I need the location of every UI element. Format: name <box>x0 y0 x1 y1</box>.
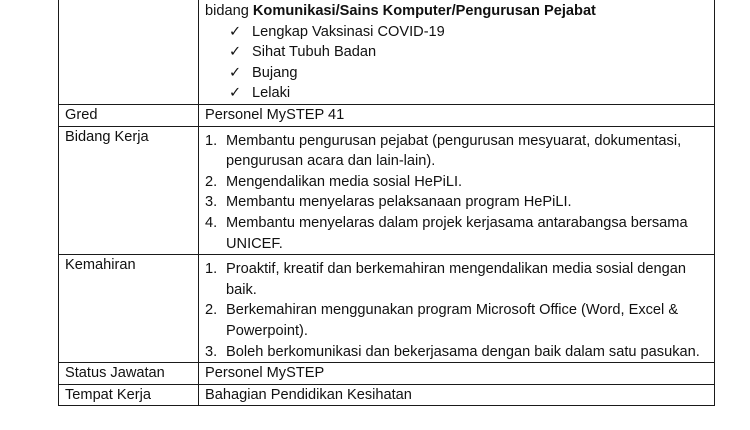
bidang-kerja-list <box>205 131 708 255</box>
list-item <box>205 300 708 341</box>
row-bidang-kerja <box>59 126 715 255</box>
list-item-number: 3. <box>205 343 218 360</box>
gred-label: Gred <box>59 104 199 126</box>
syarat-intro-prefix: bidang <box>205 3 249 19</box>
status-jawatan-value: Personel MySTEP <box>199 363 715 385</box>
checklist-item-text: Lengkap Vaksinasi COVID-19 <box>252 23 445 40</box>
list-item-text: Boleh berkomunikasi dan bekerjasama dengan baik dalam satu pasukan. <box>226 343 700 360</box>
check-icon: ✓ <box>229 44 242 61</box>
status-jawatan-label: Status Jawatan <box>59 363 199 385</box>
list-item-text: Membantu pengurusan pejabat (pengurusan mesyuarat, dokumentasi, pengurusan acara dan lain-lain). <box>226 132 682 170</box>
list-item <box>205 342 708 363</box>
checklist-item-text: Bujang <box>252 64 298 81</box>
row-gred <box>59 104 715 126</box>
list-item <box>205 259 708 300</box>
row-tempat-kerja <box>59 384 715 406</box>
checklist-item-text: Sihat Tubuh Badan <box>252 44 377 61</box>
list-item <box>205 131 708 172</box>
list-item-number: 3. <box>205 194 218 211</box>
list-item-text: Berkemahiran menggunakan program Microsoft Office (Word, Excel & Powerpoint). <box>226 302 679 339</box>
syarat-value-cell <box>199 0 715 104</box>
list-item-number: 2. <box>205 173 218 190</box>
row-kemahiran <box>59 255 715 363</box>
list-item <box>205 213 708 254</box>
kemahiran-label: Kemahiran <box>59 255 199 363</box>
checklist-item-text: Lelaki <box>252 85 291 102</box>
kemahiran-value-cell <box>199 255 715 363</box>
bidang-kerja-value-cell <box>199 126 715 255</box>
row-syarat <box>59 0 715 104</box>
checklist-item <box>229 63 708 84</box>
check-icon: ✓ <box>229 23 242 40</box>
job-details-table <box>58 0 715 406</box>
list-item-number: 2. <box>205 302 218 319</box>
check-icon: ✓ <box>229 85 242 102</box>
list-item-text: Membantu menyelaras pelaksanaan program HePiLI. <box>226 194 572 211</box>
row-status-jawatan <box>59 363 715 385</box>
list-item-number: 4. <box>205 214 218 231</box>
syarat-checklist <box>205 22 708 104</box>
list-item-text: Mengendalikan media sosial HePiLI. <box>226 173 463 190</box>
checklist-item <box>229 42 708 63</box>
bidang-kerja-label: Bidang Kerja <box>59 126 199 255</box>
gred-value: Personel MySTEP 41 <box>199 104 715 126</box>
list-item-number: 1. <box>205 132 218 149</box>
checklist-item <box>229 22 708 43</box>
list-item-text: Proaktif, kreatif dan berkemahiran mengendalikan media sosial dengan baik. <box>226 261 686 298</box>
syarat-label-cell <box>59 0 199 104</box>
syarat-intro <box>205 1 708 22</box>
checklist-item <box>229 83 708 104</box>
list-item <box>205 172 708 193</box>
tempat-kerja-value: Bahagian Pendidikan Kesihatan <box>199 384 715 406</box>
list-item <box>205 192 708 213</box>
tempat-kerja-label: Tempat Kerja <box>59 384 199 406</box>
syarat-intro-bold: Komunikasi/Sains Komputer/Pengurusan Pejabat <box>252 3 596 19</box>
check-icon: ✓ <box>229 64 242 81</box>
list-item-number: 1. <box>205 261 218 278</box>
kemahiran-list <box>205 259 708 362</box>
list-item-text: Membantu menyelaras dalam projek kerjasama antarabangsa bersama UNICEF. <box>226 214 688 252</box>
